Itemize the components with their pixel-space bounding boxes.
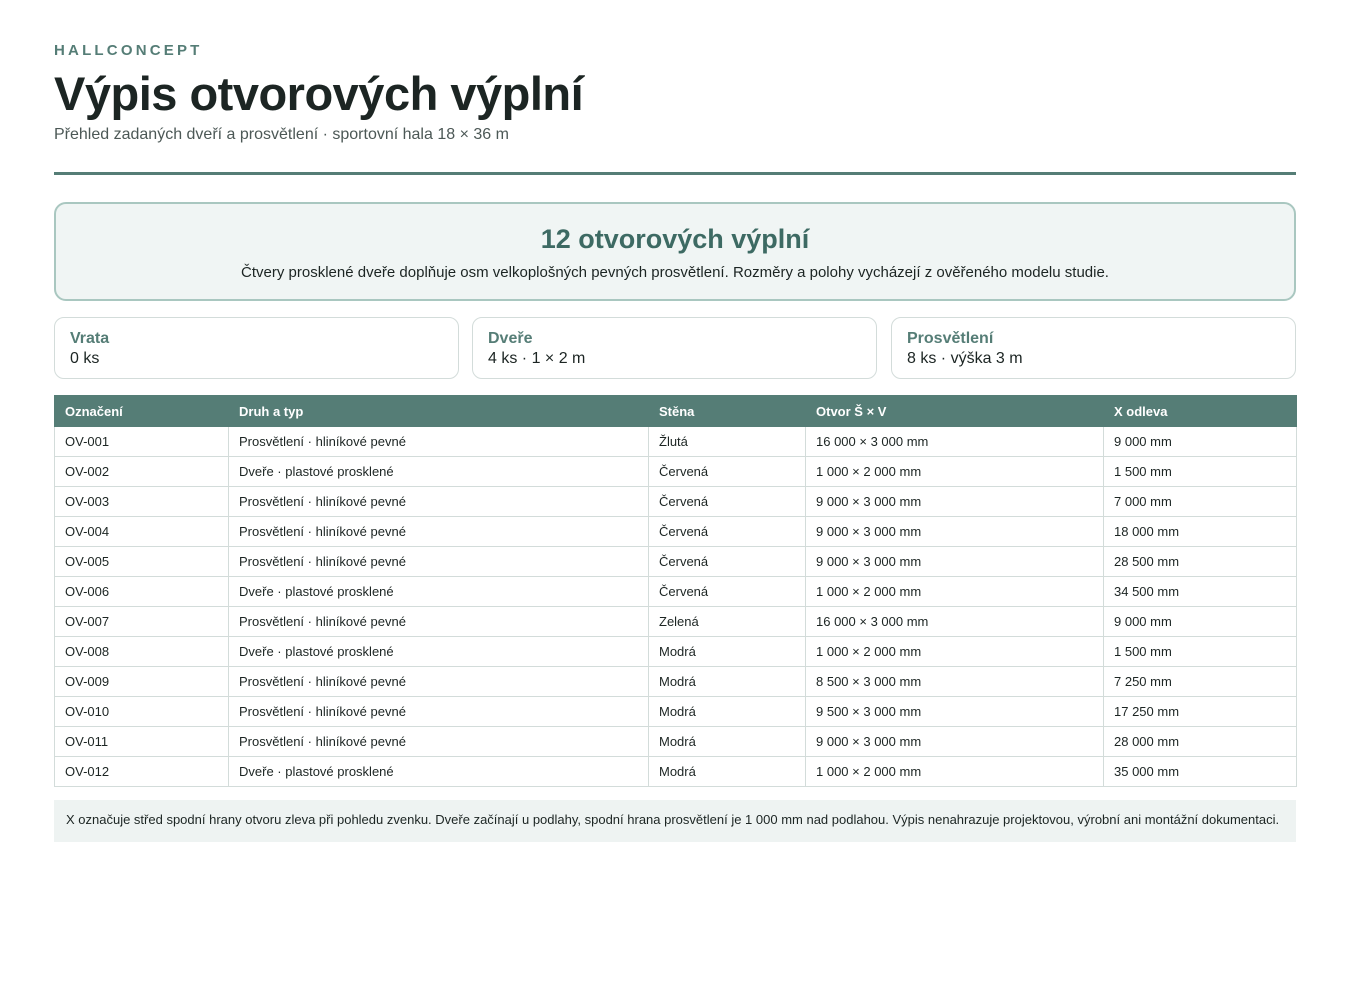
footnote: X označuje střed spodní hrany otvoru zleva při pohledu zvenku. Dveře začínají u podlahy, spodní hrana prosvětlení je 1 000 mm nad podlahou. Výpis nenahrazuje projektovou, výrobní ani montážní dokumentaci.	[54, 800, 1296, 842]
cell-type: Prosvětlení · hliníkové pevné	[229, 727, 649, 757]
cell-type: Dveře · plastové prosklené	[229, 577, 649, 607]
cell-id: OV-004	[55, 517, 229, 547]
table-row	[55, 727, 1297, 757]
stats-row	[54, 317, 1296, 379]
cell-size: 1 000 × 2 000 mm	[806, 577, 1104, 607]
table-row	[55, 517, 1297, 547]
cell-x: 34 500 mm	[1104, 577, 1297, 607]
table-row	[55, 757, 1297, 787]
cell-id: OV-012	[55, 757, 229, 787]
stat-card-vrata	[54, 317, 459, 379]
cell-x: 28 500 mm	[1104, 547, 1297, 577]
cell-x: 1 500 mm	[1104, 457, 1297, 487]
cell-id: OV-001	[55, 427, 229, 457]
openings-table	[54, 395, 1297, 787]
column-header-otvor: Otvor Š × V	[806, 396, 1104, 427]
header-divider	[54, 172, 1296, 175]
cell-id: OV-002	[55, 457, 229, 487]
summary-card	[54, 202, 1296, 301]
cell-id: OV-006	[55, 577, 229, 607]
cell-size: 8 500 × 3 000 mm	[806, 667, 1104, 697]
page-title: Výpis otvorových výplní	[54, 67, 584, 120]
cell-size: 16 000 × 3 000 mm	[806, 607, 1104, 637]
cell-type: Prosvětlení · hliníkové pevné	[229, 517, 649, 547]
cell-size: 9 000 × 3 000 mm	[806, 517, 1104, 547]
stat-value: 4 ks · 1 × 2 m	[488, 350, 586, 367]
cell-wall: Modrá	[649, 667, 806, 697]
cell-type: Prosvětlení · hliníkové pevné	[229, 607, 649, 637]
cell-wall: Žlutá	[649, 427, 806, 457]
cell-size: 1 000 × 2 000 mm	[806, 637, 1104, 667]
cell-type: Dveře · plastové prosklené	[229, 637, 649, 667]
cell-size: 9 000 × 3 000 mm	[806, 547, 1104, 577]
cell-x: 28 000 mm	[1104, 727, 1297, 757]
brand-label: HALLCONCEPT	[54, 42, 203, 59]
table-row	[55, 697, 1297, 727]
cell-id: OV-003	[55, 487, 229, 517]
cell-id: OV-007	[55, 607, 229, 637]
stat-label: Vrata	[70, 330, 110, 347]
stat-label: Dveře	[488, 330, 533, 347]
cell-x: 1 500 mm	[1104, 637, 1297, 667]
cell-wall: Červená	[649, 487, 806, 517]
cell-type: Prosvětlení · hliníkové pevné	[229, 427, 649, 457]
summary-count: 12 otvorových výplní	[540, 224, 810, 254]
table-row	[55, 607, 1297, 637]
cell-type: Prosvětlení · hliníkové pevné	[229, 667, 649, 697]
table-header-row	[55, 396, 1297, 427]
cell-type: Prosvětlení · hliníkové pevné	[229, 547, 649, 577]
table-row	[55, 637, 1297, 667]
table-row	[55, 487, 1297, 517]
cell-size: 9 000 × 3 000 mm	[806, 487, 1104, 517]
cell-size: 16 000 × 3 000 mm	[806, 427, 1104, 457]
column-header-stena: Stěna	[649, 396, 806, 427]
stat-value: 0 ks	[70, 350, 100, 367]
cell-type: Prosvětlení · hliníkové pevné	[229, 487, 649, 517]
cell-wall: Červená	[649, 577, 806, 607]
table-row	[55, 547, 1297, 577]
table-row	[55, 577, 1297, 607]
cell-wall: Modrá	[649, 727, 806, 757]
table-row	[55, 457, 1297, 487]
cell-size: 1 000 × 2 000 mm	[806, 757, 1104, 787]
column-header-oznaceni: Označení	[55, 396, 229, 427]
table-row	[55, 427, 1297, 457]
cell-wall: Červená	[649, 457, 806, 487]
cell-x: 9 000 mm	[1104, 607, 1297, 637]
cell-wall: Červená	[649, 547, 806, 577]
stat-label: Prosvětlení	[907, 330, 994, 347]
cell-wall: Modrá	[649, 757, 806, 787]
table-row	[55, 667, 1297, 697]
cell-size: 9 500 × 3 000 mm	[806, 697, 1104, 727]
cell-type: Prosvětlení · hliníkové pevné	[229, 697, 649, 727]
cell-wall: Modrá	[649, 697, 806, 727]
cell-x: 7 250 mm	[1104, 667, 1297, 697]
cell-size: 1 000 × 2 000 mm	[806, 457, 1104, 487]
cell-size: 9 000 × 3 000 mm	[806, 727, 1104, 757]
cell-id: OV-011	[55, 727, 229, 757]
summary-description: Čtvery prosklené dveře doplňuje osm velkoplošných pevných prosvětlení. Rozměry a polohy vycházejí z ověřeného modelu studie.	[241, 264, 1109, 281]
column-header-x-odleva: X odleva	[1104, 396, 1297, 427]
cell-x: 35 000 mm	[1104, 757, 1297, 787]
cell-x: 18 000 mm	[1104, 517, 1297, 547]
cell-id: OV-005	[55, 547, 229, 577]
page-subtitle: Přehled zadaných dveří a prosvětlení · sportovní hala 18 × 36 m	[54, 126, 509, 143]
cell-x: 7 000 mm	[1104, 487, 1297, 517]
cell-id: OV-010	[55, 697, 229, 727]
cell-id: OV-009	[55, 667, 229, 697]
stat-card-prosvetleni	[891, 317, 1296, 379]
cell-x: 9 000 mm	[1104, 427, 1297, 457]
cell-type: Dveře · plastové prosklené	[229, 457, 649, 487]
cell-wall: Zelená	[649, 607, 806, 637]
cell-x: 17 250 mm	[1104, 697, 1297, 727]
stat-card-dvere	[472, 317, 877, 379]
cell-id: OV-008	[55, 637, 229, 667]
stat-value: 8 ks · výška 3 m	[907, 350, 1023, 367]
cell-wall: Modrá	[649, 637, 806, 667]
column-header-druh: Druh a typ	[229, 396, 649, 427]
cell-wall: Červená	[649, 517, 806, 547]
cell-type: Dveře · plastové prosklené	[229, 757, 649, 787]
